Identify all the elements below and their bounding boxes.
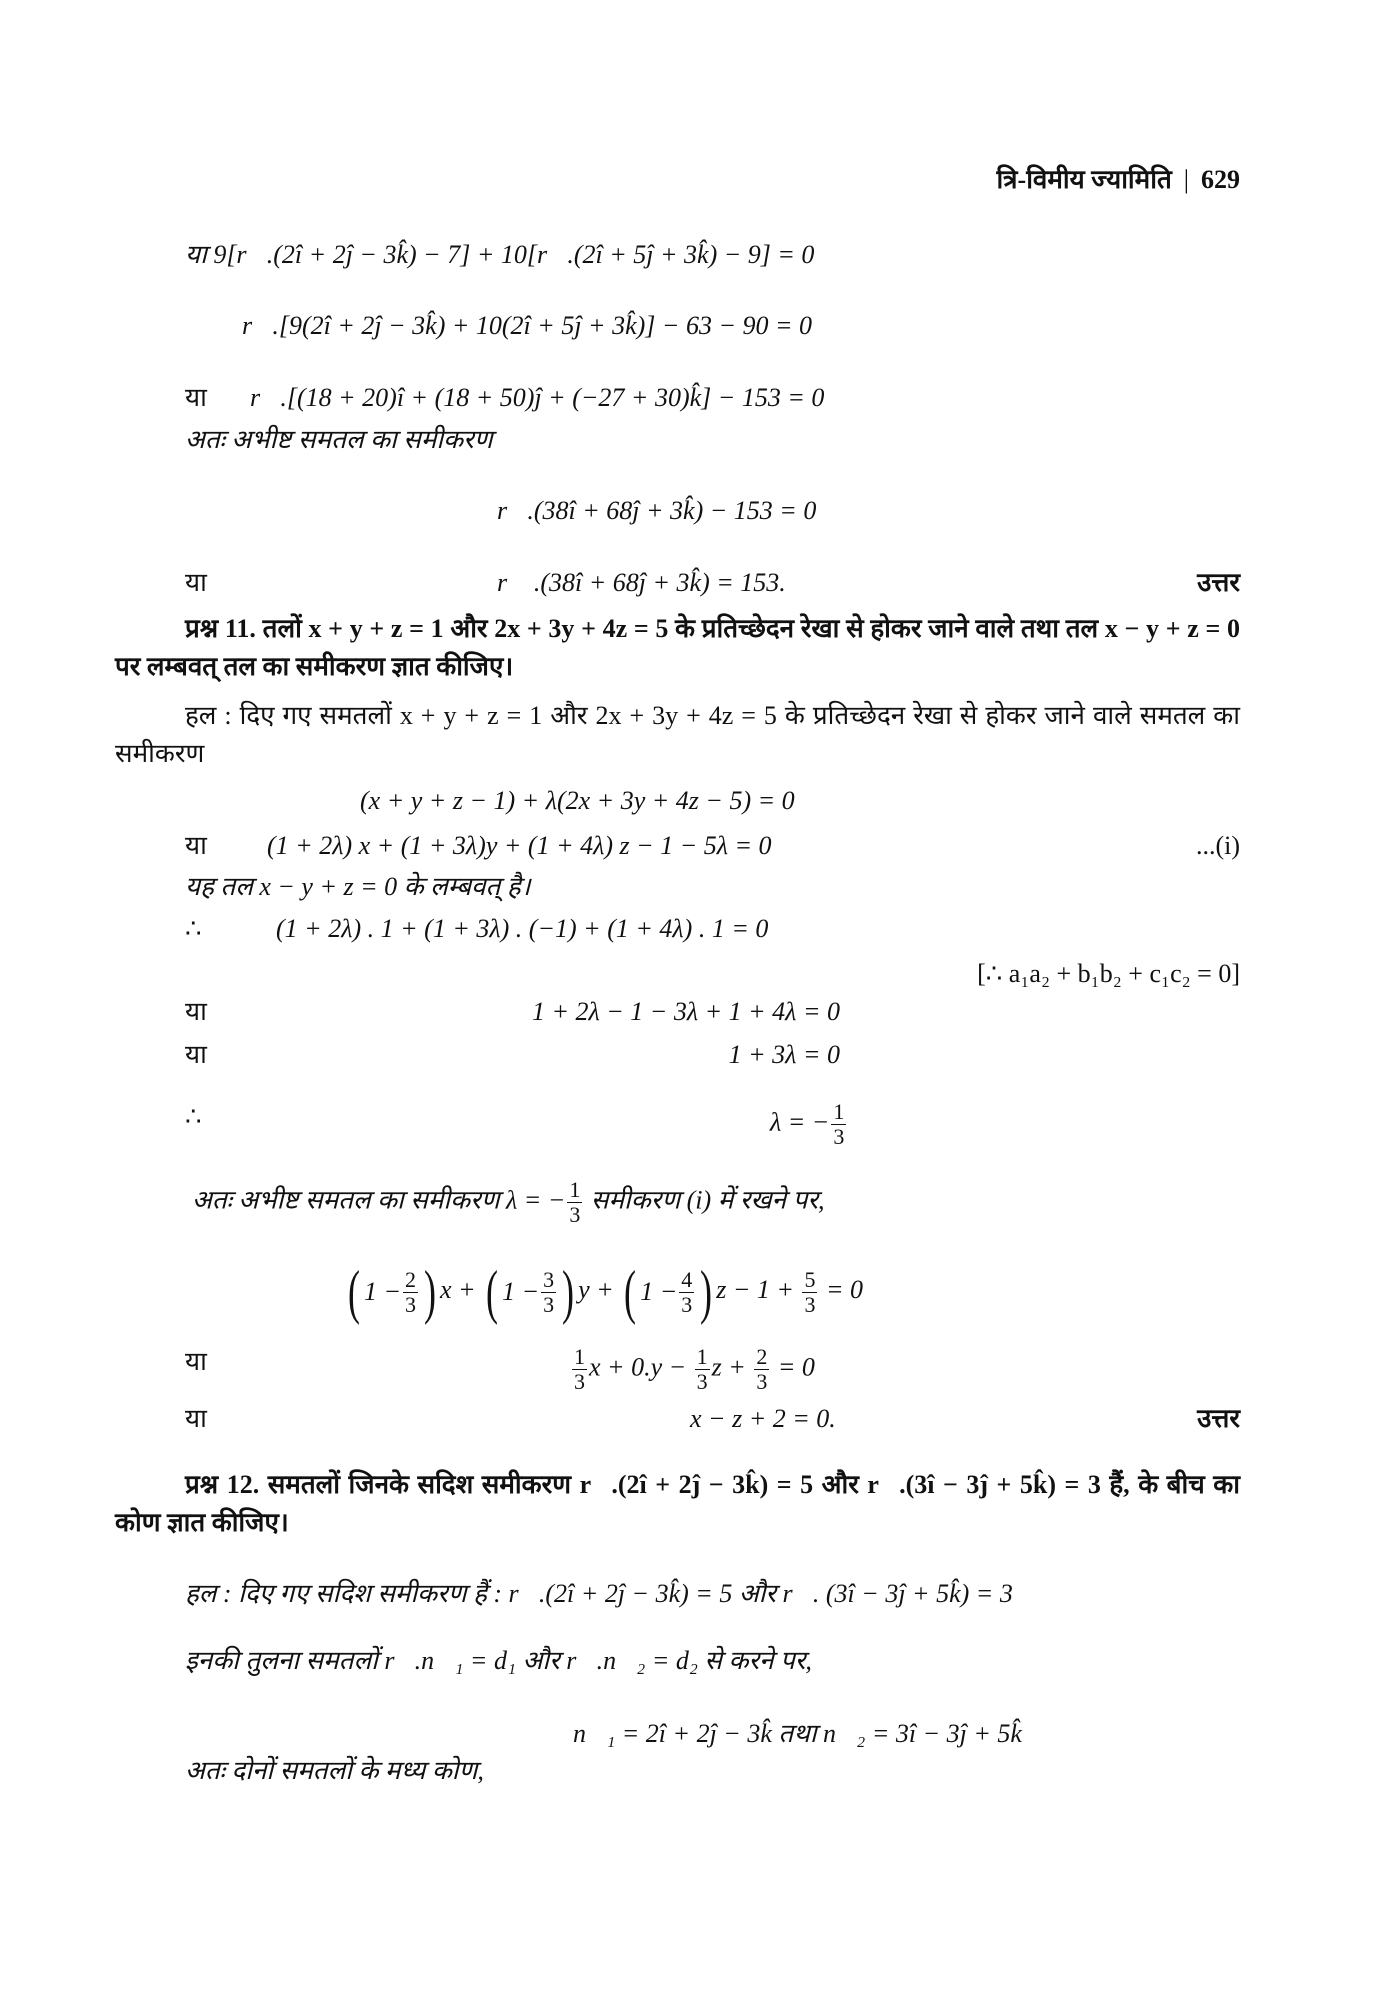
line-label: या [185, 1347, 207, 1376]
line-label: या [185, 831, 207, 860]
fraction [695, 1345, 710, 1394]
math-text: = 0 [771, 1352, 815, 1382]
parenthesized-group [620, 1259, 716, 1325]
left-paren: ( [624, 1259, 637, 1325]
fraction [831, 1100, 846, 1149]
equation-line [729, 1038, 840, 1072]
fraction-numerator: 1 [833, 1099, 845, 1124]
math-text: समीकरण (i) में रखने पर, [584, 1185, 825, 1215]
math-text: 1 − [363, 1277, 402, 1306]
math-text: (1 + 2λ) . 1 + (1 + 3λ) . (−1) + (1 + 4λ) . 1 = 0 [276, 914, 769, 943]
line-label: ∴ [185, 914, 202, 943]
equation-line [242, 309, 812, 343]
math-text: x + 0.y − [589, 1352, 693, 1382]
fraction-denominator: 3 [405, 1291, 417, 1317]
math-text: 1 + 3λ = 0 [728, 1040, 840, 1069]
equation-line [185, 1644, 812, 1678]
fraction-numerator: 2 [405, 1266, 417, 1292]
fraction-denominator: 3 [681, 1291, 693, 1317]
math-text: (1 + 2λ) x + (1 + 3λ)y + (1 + 4λ) z − 1 − 5λ = 0 [267, 831, 772, 860]
equation-line [570, 1345, 815, 1394]
equation-line [185, 423, 493, 457]
line-label: या [185, 1404, 207, 1433]
line-label: या [185, 568, 207, 597]
equation-line [360, 784, 795, 818]
chapter-title: त्रि-विमीय ज्यामिति [996, 165, 1172, 194]
math-text: y + [578, 1274, 621, 1304]
fraction-numerator: 1 [569, 1177, 581, 1202]
math-text: r⃗ .(38î + 68ĵ + 3k̂) = 153. [497, 568, 786, 597]
fraction [679, 1268, 694, 1317]
math-text: (x + y + z − 1) + λ(2x + 3y + 4z − 5) = 0 [360, 786, 795, 815]
math-text: 1 − [640, 1277, 678, 1306]
equation-line [185, 238, 814, 272]
equation-line [185, 870, 531, 904]
fraction [572, 1345, 587, 1394]
math-text: r⃗.[(18 + 20)î + (18 + 50)ĵ + (−27 + 30)k̂] − 153 = 0 [250, 383, 825, 412]
fraction-denominator: 3 [696, 1369, 708, 1394]
parenthesized-group [482, 1259, 578, 1325]
math-text: 1 − [502, 1277, 540, 1306]
math-text: r⃗.(38î + 68ĵ + 3k̂) − 153 = 0 [497, 496, 817, 525]
math-text: λ = − [770, 1107, 830, 1137]
fraction-numerator: 4 [681, 1266, 693, 1292]
line-label: या [185, 383, 207, 412]
equation-line [497, 566, 786, 600]
equation-line [573, 1717, 1022, 1751]
fraction-denominator: 3 [569, 1202, 581, 1227]
fraction-denominator: 3 [804, 1291, 816, 1317]
fraction-numerator: 5 [804, 1266, 816, 1292]
line-label: ∴ [185, 1102, 202, 1131]
running-header [996, 160, 1240, 196]
equation-line [185, 1754, 484, 1788]
fraction [754, 1345, 769, 1394]
equation-line [532, 995, 840, 1029]
math-text: r⃗.[9(2î + 2ĵ − 3k̂) + 10(2î + 5ĵ + 3k̂)] − 63 − 90 = 0 [242, 311, 813, 340]
header-separator: | [1183, 165, 1189, 194]
equation-line [497, 494, 816, 528]
left-paren: ( [486, 1259, 499, 1325]
fraction [403, 1268, 418, 1317]
solution-text: हल : दिए गए समतलों x + y + z = 1 और 2x + 3y + 4z = 5 के प्रतिच्छेदन रेखा से होकर जाने वाले समतल का समीकरण [115, 701, 1240, 768]
equation-line [192, 1178, 824, 1227]
equation-line [344, 1259, 863, 1325]
fraction-numerator: 2 [756, 1344, 768, 1369]
right-paren: ) [562, 1259, 575, 1325]
equation-line [250, 381, 824, 415]
answer-marker: उत्तर [1197, 1404, 1240, 1433]
math-text: इनकी तुलना समतलों r⃗.n⃗₁ = d₁ और r⃗.n⃗₂ = d₂ से करने पर, [185, 1646, 812, 1675]
math-text: x − z + 2 = 0. [690, 1404, 836, 1433]
fraction [802, 1268, 817, 1317]
fraction [541, 1268, 556, 1317]
parenthesized-group [344, 1259, 440, 1325]
math-text: z + [711, 1352, 753, 1382]
fraction-denominator: 3 [756, 1369, 768, 1394]
math-text: 1 + 2λ − 1 − 3λ + 1 + 4λ = 0 [531, 997, 840, 1026]
fraction-numerator: 3 [543, 1266, 555, 1292]
equation-line [690, 1402, 836, 1436]
equation-note: ...(i) [1195, 831, 1240, 860]
math-text: हल : दिए गए सदिश समीकरण हैं : r⃗.(2î + 2ĵ − 3k̂) = 5 और r⃗. (3î − 3ĵ + 5k̂) = 3 [185, 1579, 1013, 1608]
equation-line [276, 912, 768, 946]
question-text: प्रश्न 11. तलों x + y + z = 1 और 2x + 3y + 4z = 5 के प्रतिच्छेदन रेखा से होकर जाने वाले तथा तल x − y + z = 0 पर लम्बवत् तल का समीकरण ज्ञात कीजिए। [115, 614, 1240, 681]
right-paren: ) [424, 1259, 437, 1325]
equation-note: [∴ a₁a₂ + b₁b₂ + c₁c₂ = 0] [977, 959, 1240, 988]
fraction [567, 1178, 582, 1227]
math-text: अतः दोनों समतलों के मध्य कोण, [185, 1756, 484, 1785]
left-paren: ( [347, 1259, 360, 1325]
math-text: = 0 [819, 1274, 863, 1304]
math-text: n⃗₁ = 2î + 2ĵ − 3k̂ तथा n⃗₂ = 3î − 3ĵ + 5k̂ [573, 1719, 1022, 1748]
fraction-numerator: 1 [696, 1344, 708, 1369]
fraction-denominator: 3 [574, 1369, 585, 1394]
question-text: प्रश्न 12. समतलों जिनके सदिश समीकरण r⃗.(2î + 2ĵ − 3k̂) = 5 और r⃗.(3î − 3ĵ + 5k̂) = 3 हैं, के बीच का कोण ज्ञात कीजिए। [115, 1470, 1240, 1537]
math-text: अतः अभीष्ट समतल का समीकरण [185, 425, 493, 454]
equation-line [185, 1577, 1013, 1611]
equation-line [770, 1100, 848, 1149]
right-paren: ) [700, 1259, 713, 1325]
fraction-denominator: 3 [833, 1124, 845, 1149]
line-label: या [185, 1040, 207, 1069]
math-text: अतः अभीष्ट समतल का समीकरण λ = − [192, 1185, 566, 1215]
math-text: यह तल x − y + z = 0 के लम्बवत् है। [185, 872, 531, 901]
math-text: z − 1 + [716, 1274, 801, 1304]
answer-marker: उत्तर [1197, 568, 1240, 597]
fraction-numerator: 1 [574, 1344, 585, 1369]
fraction-denominator: 3 [543, 1291, 555, 1317]
math-text: या 9[r⃗.(2î + 2ĵ − 3k̂) − 7] + 10[r⃗.(2î + 5ĵ + 3k̂) − 9] = 0 [185, 240, 815, 269]
math-text: x + [440, 1274, 483, 1304]
page-number: 629 [1201, 165, 1240, 194]
line-label: या [185, 997, 207, 1026]
equation-line [267, 829, 772, 863]
